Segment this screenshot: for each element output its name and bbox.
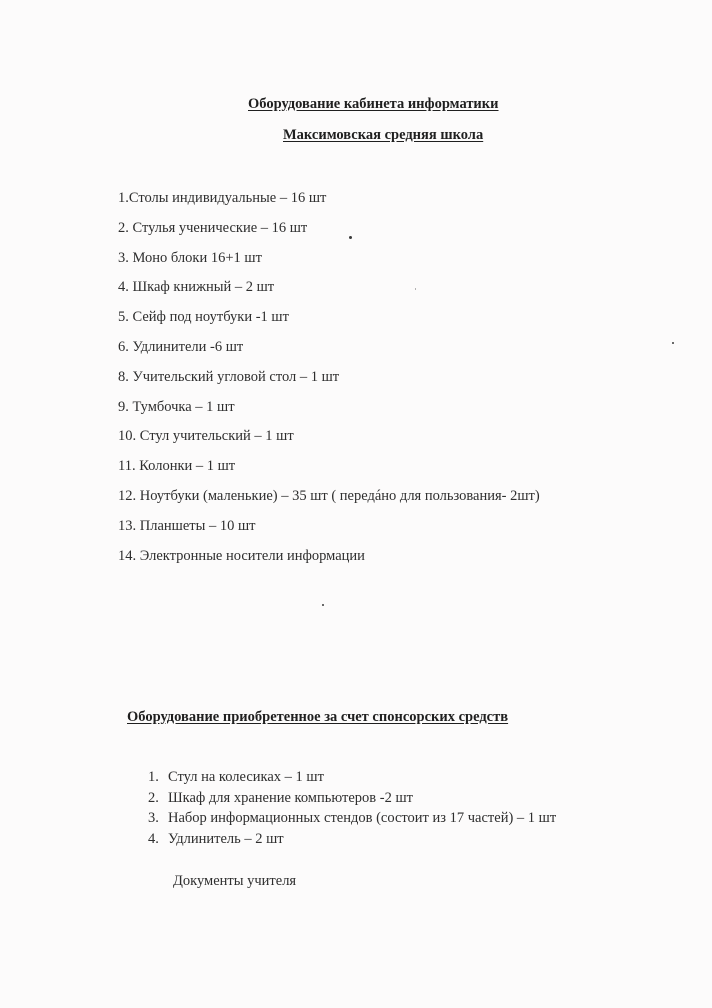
scan-speck <box>415 288 416 290</box>
list-item <box>148 768 556 789</box>
list-item <box>148 789 556 810</box>
list-item <box>148 830 556 851</box>
list-item: 6. Удлинители -6 шт <box>118 338 244 355</box>
list-item: 10. Стул учительский – 1 шт <box>118 428 294 445</box>
scan-speck <box>672 342 674 344</box>
sponsor-equipment-list <box>148 768 556 850</box>
list-item: 9. Тумбочка – 1 шт <box>118 398 235 415</box>
list-item: 5. Сейф под ноутбуки -1 шт <box>118 309 289 326</box>
list-item: 3. Моно блоки 16+1 шт <box>118 249 262 266</box>
list-item-number: 1. <box>148 769 159 785</box>
list-item-number: 3. <box>148 810 159 826</box>
list-item: 13. Планшеты – 10 шт <box>118 517 256 534</box>
document-title: Оборудование кабинета информатики <box>248 96 499 112</box>
list-item-text: Шкаф для хранение компьютеров -2 шт <box>168 789 413 806</box>
scan-speck <box>322 604 324 606</box>
list-item: 11. Колонки – 1 шт <box>118 458 236 475</box>
teacher-documents-label: Документы учителя <box>173 873 297 889</box>
list-item-text: Стул на колесиках – 1 шт <box>168 769 324 785</box>
list-item: 2. Стулья ученические – 16 шт <box>118 219 308 236</box>
sponsor-section-heading: Оборудование приобретенное за счет спонсорских средств <box>127 709 509 725</box>
list-item-text: Набор информационных стендов (состоит из 17 частей) – 1 шт <box>168 810 557 826</box>
equipment-list <box>118 189 540 576</box>
list-item: 14. Электронные носители информации <box>118 547 365 564</box>
list-item: 4. Шкаф книжный – 2 шт <box>118 279 275 296</box>
list-item: 1.Столы индивидуальные – 16 шт <box>118 190 327 206</box>
list-item: 12. Ноутбуки (маленькие) – 35 шт ( передáно для пользования- 2шт) <box>118 487 540 504</box>
list-item: 8. Учительский угловой стол – 1 шт <box>118 368 340 385</box>
list-item-text: Удлинитель – 2 шт <box>168 830 284 847</box>
list-item-number: 4. <box>148 830 159 847</box>
list-item <box>148 809 556 830</box>
list-item-number: 2. <box>148 789 159 806</box>
school-name: Максимовская средняя школа <box>283 127 484 143</box>
scan-speck <box>349 236 352 239</box>
